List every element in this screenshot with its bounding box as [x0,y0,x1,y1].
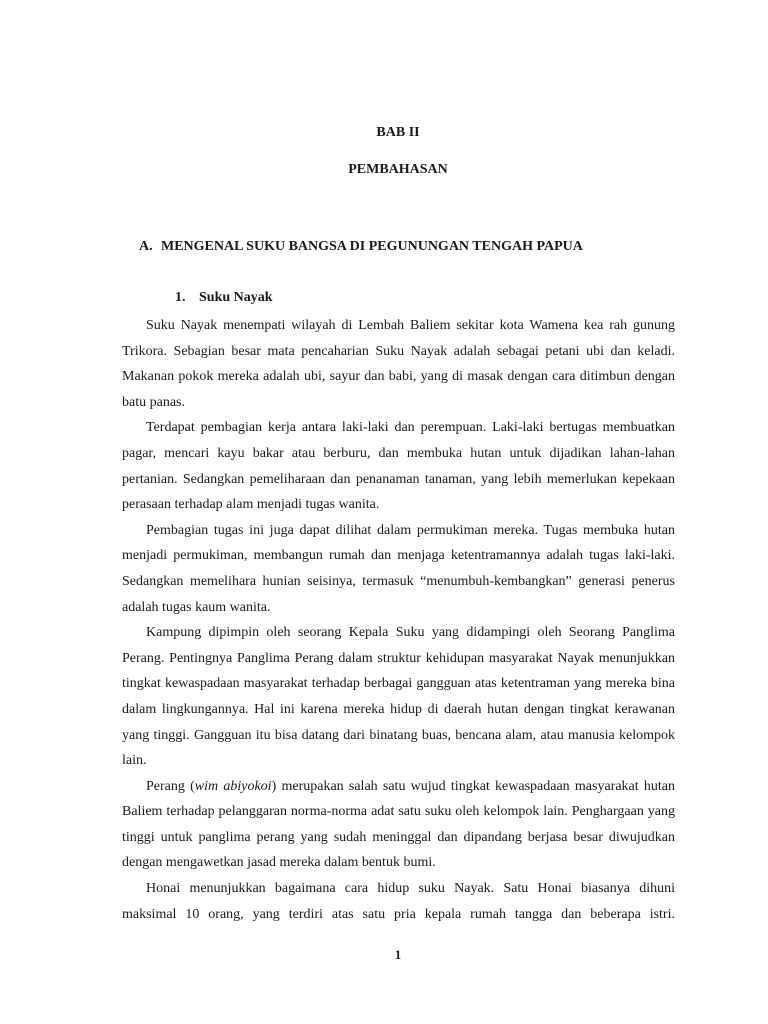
page-number: 1 [394,947,402,962]
section-number: A. [139,239,153,254]
italic-term: wim abiyokoi [194,778,272,794]
section-title: MENGENAL SUKU BANGSA DI PEGUNUNGAN TENGAH PAPUA [161,239,583,254]
subsection-number: 1. [175,290,186,305]
body-text [122,313,675,927]
paragraph: Terdapat pembagian kerja antara laki-laki dan perempuan. Laki-laki bertugas membuatkan pagar, mencari kayu bakar atau berburu, dan membuka hutan untuk dijadikan lahan-lahan pertanian. Sedangkan pemeliharaan dan penanaman tanaman, yang lebih memerlukan kepekaan perasaan terhadap alam menjadi tugas wanita. [122,420,675,513]
section-heading [139,238,583,256]
chapter-number: BAB II [376,125,420,140]
chapter-title: PEMBAHASAN [348,162,448,177]
paragraph: Pembagian tugas ini juga dapat dilihat dalam permukiman mereka. Tugas membuka hutan menjadi permukiman, membangun rumah dan menjaga ketentramannya adalah tugas laki-laki. Sedangkan memelihara hunian seisinya, termasuk “menumbuh-kembangkan” generasi penerus adalah tugas kaum wanita. [122,522,675,615]
subsection-heading [175,289,273,307]
subsection-title: Suku Nayak [199,290,273,305]
paragraph-text: Perang ( [146,778,195,794]
paragraph-text: ) merupakan salah satu wujud tingkat kewaspadaan masyarakat hutan Baliem terhadap pelanggaran norma-norma adat satu suku oleh kelompok lain. Penghargaan yang tinggi untuk panglima perang yang sudah meninggal dan dipandang berjasa besar diwujudkan dengan mengawetkan jasad mereka dalam bentuk bumi. [122,778,675,871]
paragraph: Suku Nayak menempati wilayah di Lembah Baliem sekitar kota Wamena kea rah gunung Trikora. Sebagian besar mata pencaharian Suku Nayak adalah sebagai petani ubi dan keladi. Makanan pokok mereka adalah ubi, sayur dan babi, yang di masak dengan cara ditimbun dengan batu panas. [122,318,675,410]
paragraph: Kampung dipimpin oleh seorang Kepala Suku yang didampingi oleh Seorang Panglima Perang. Pentingnya Panglima Perang dalam struktur kehidupan masyarakat Nayak menunjukkan tingkat kewaspadaan masyarakat terhadap berbagai gangguan atas ketentraman yang mereka bina dalam lingkungannya. Hal ini karena mereka hidup di daerah hutan dengan tingkat kerawanan yang tinggi. Gangguan itu bisa datang dari binatang buas, bencana alam, atau manusia kelompok lain. [122,625,675,769]
paragraph [122,774,675,876]
paragraph: Honai menunjukkan bagaimana cara hidup suku Nayak. Satu Honai biasanya dihuni maksimal 10 orang, yang terdiri atas satu pria kepala rumah tangga dan beberapa istri. [122,881,675,922]
